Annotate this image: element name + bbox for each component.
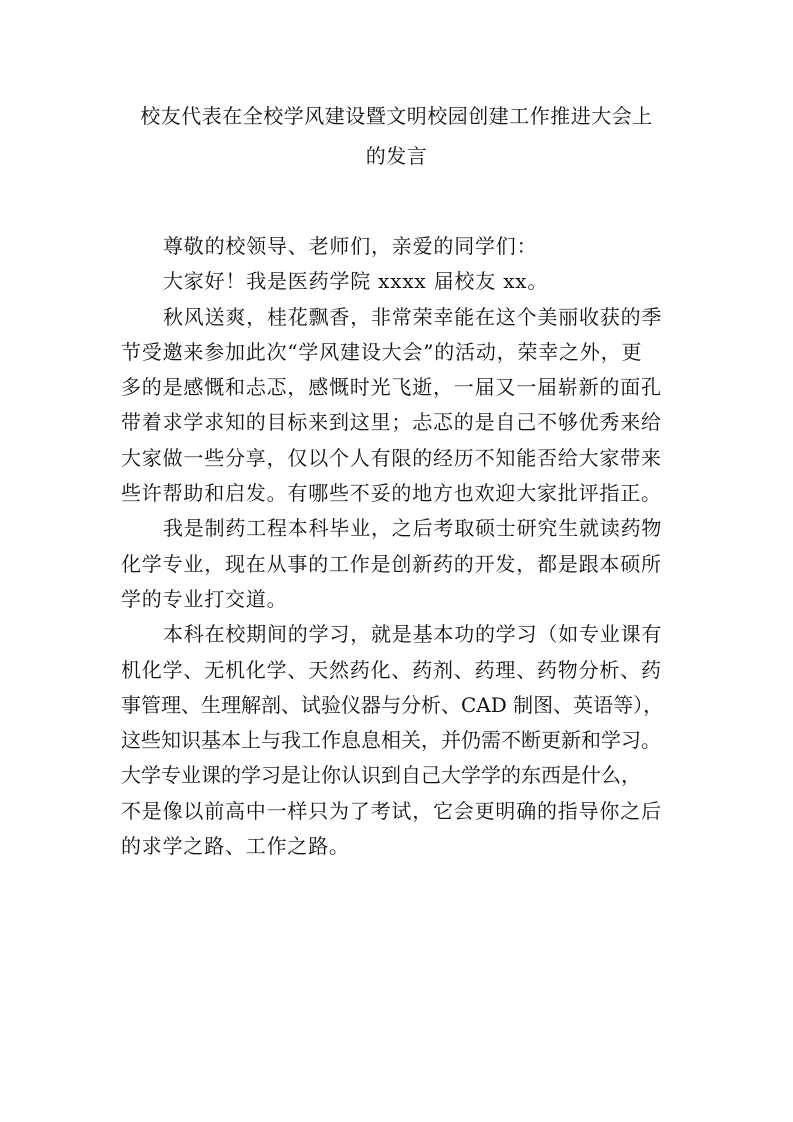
- paragraph-line: 些许帮助和启发。有哪些不妥的地方也欢迎大家批评指正。: [121, 481, 662, 506]
- paragraph-line: 这些知识基本上与我工作息息相关，并仍需不断更新和学习。: [121, 728, 661, 753]
- paragraph-line: 学的专业打交道。: [121, 586, 288, 611]
- paragraph-line: 化学专业，现在从事的工作是创新药的开发，都是跟本硕所: [121, 551, 662, 576]
- paragraph-line: 秋风送爽，桂花飘香，非常荣幸能在这个美丽收获的季: [163, 304, 663, 329]
- paragraph-line: 的求学之路、工作之路。: [121, 834, 350, 859]
- paragraph-line: 事管理、生理解剖、试验仪器与分析、CAD 制图、英语等），: [121, 692, 664, 717]
- paragraph-line: 本科在校期间的学习，就是基本功的学习（如专业课有: [163, 622, 663, 647]
- paragraph-line: 带着求学求知的目标来到这里；忐忑的是自己不够优秀来给: [121, 410, 662, 435]
- paragraph-line: 节受邀来参加此次“学风建设大会”的活动，荣幸之外，更: [121, 339, 643, 364]
- paragraph-line: 我是制药工程本科毕业，之后考取硕士研究生就读药物: [163, 516, 663, 541]
- document-title-line-1: 校友代表在全校学风建设暨文明校园创建工作推进大会上: [140, 104, 653, 128]
- document-body: [121, 229, 681, 864]
- paragraph-line: 尊敬的校领导、老师们，亲爱的同学们：: [163, 234, 538, 258]
- paragraph-line: 多的是感慨和忐忑，感慨时光飞逝，一届又一届崭新的面孔: [121, 375, 662, 400]
- paragraph-line: 大家做一些分享，仅以个人有限的经历不知能否给大家带来: [121, 445, 662, 470]
- paragraph-line: 大学专业课的学习是让你认识到自己大学学的东西是什么，: [121, 763, 641, 788]
- document-title-line-2: 的发言: [365, 144, 428, 168]
- paragraph-line: 不是像以前高中一样只为了考试，它会更明确的指导你之后: [121, 798, 662, 823]
- paragraph-line: 大家好！我是医药学院 xxxx 届校友 xx。: [163, 269, 549, 294]
- paragraph-line: 机化学、无机化学、天然药化、药剂、药理、药物分析、药: [121, 657, 662, 682]
